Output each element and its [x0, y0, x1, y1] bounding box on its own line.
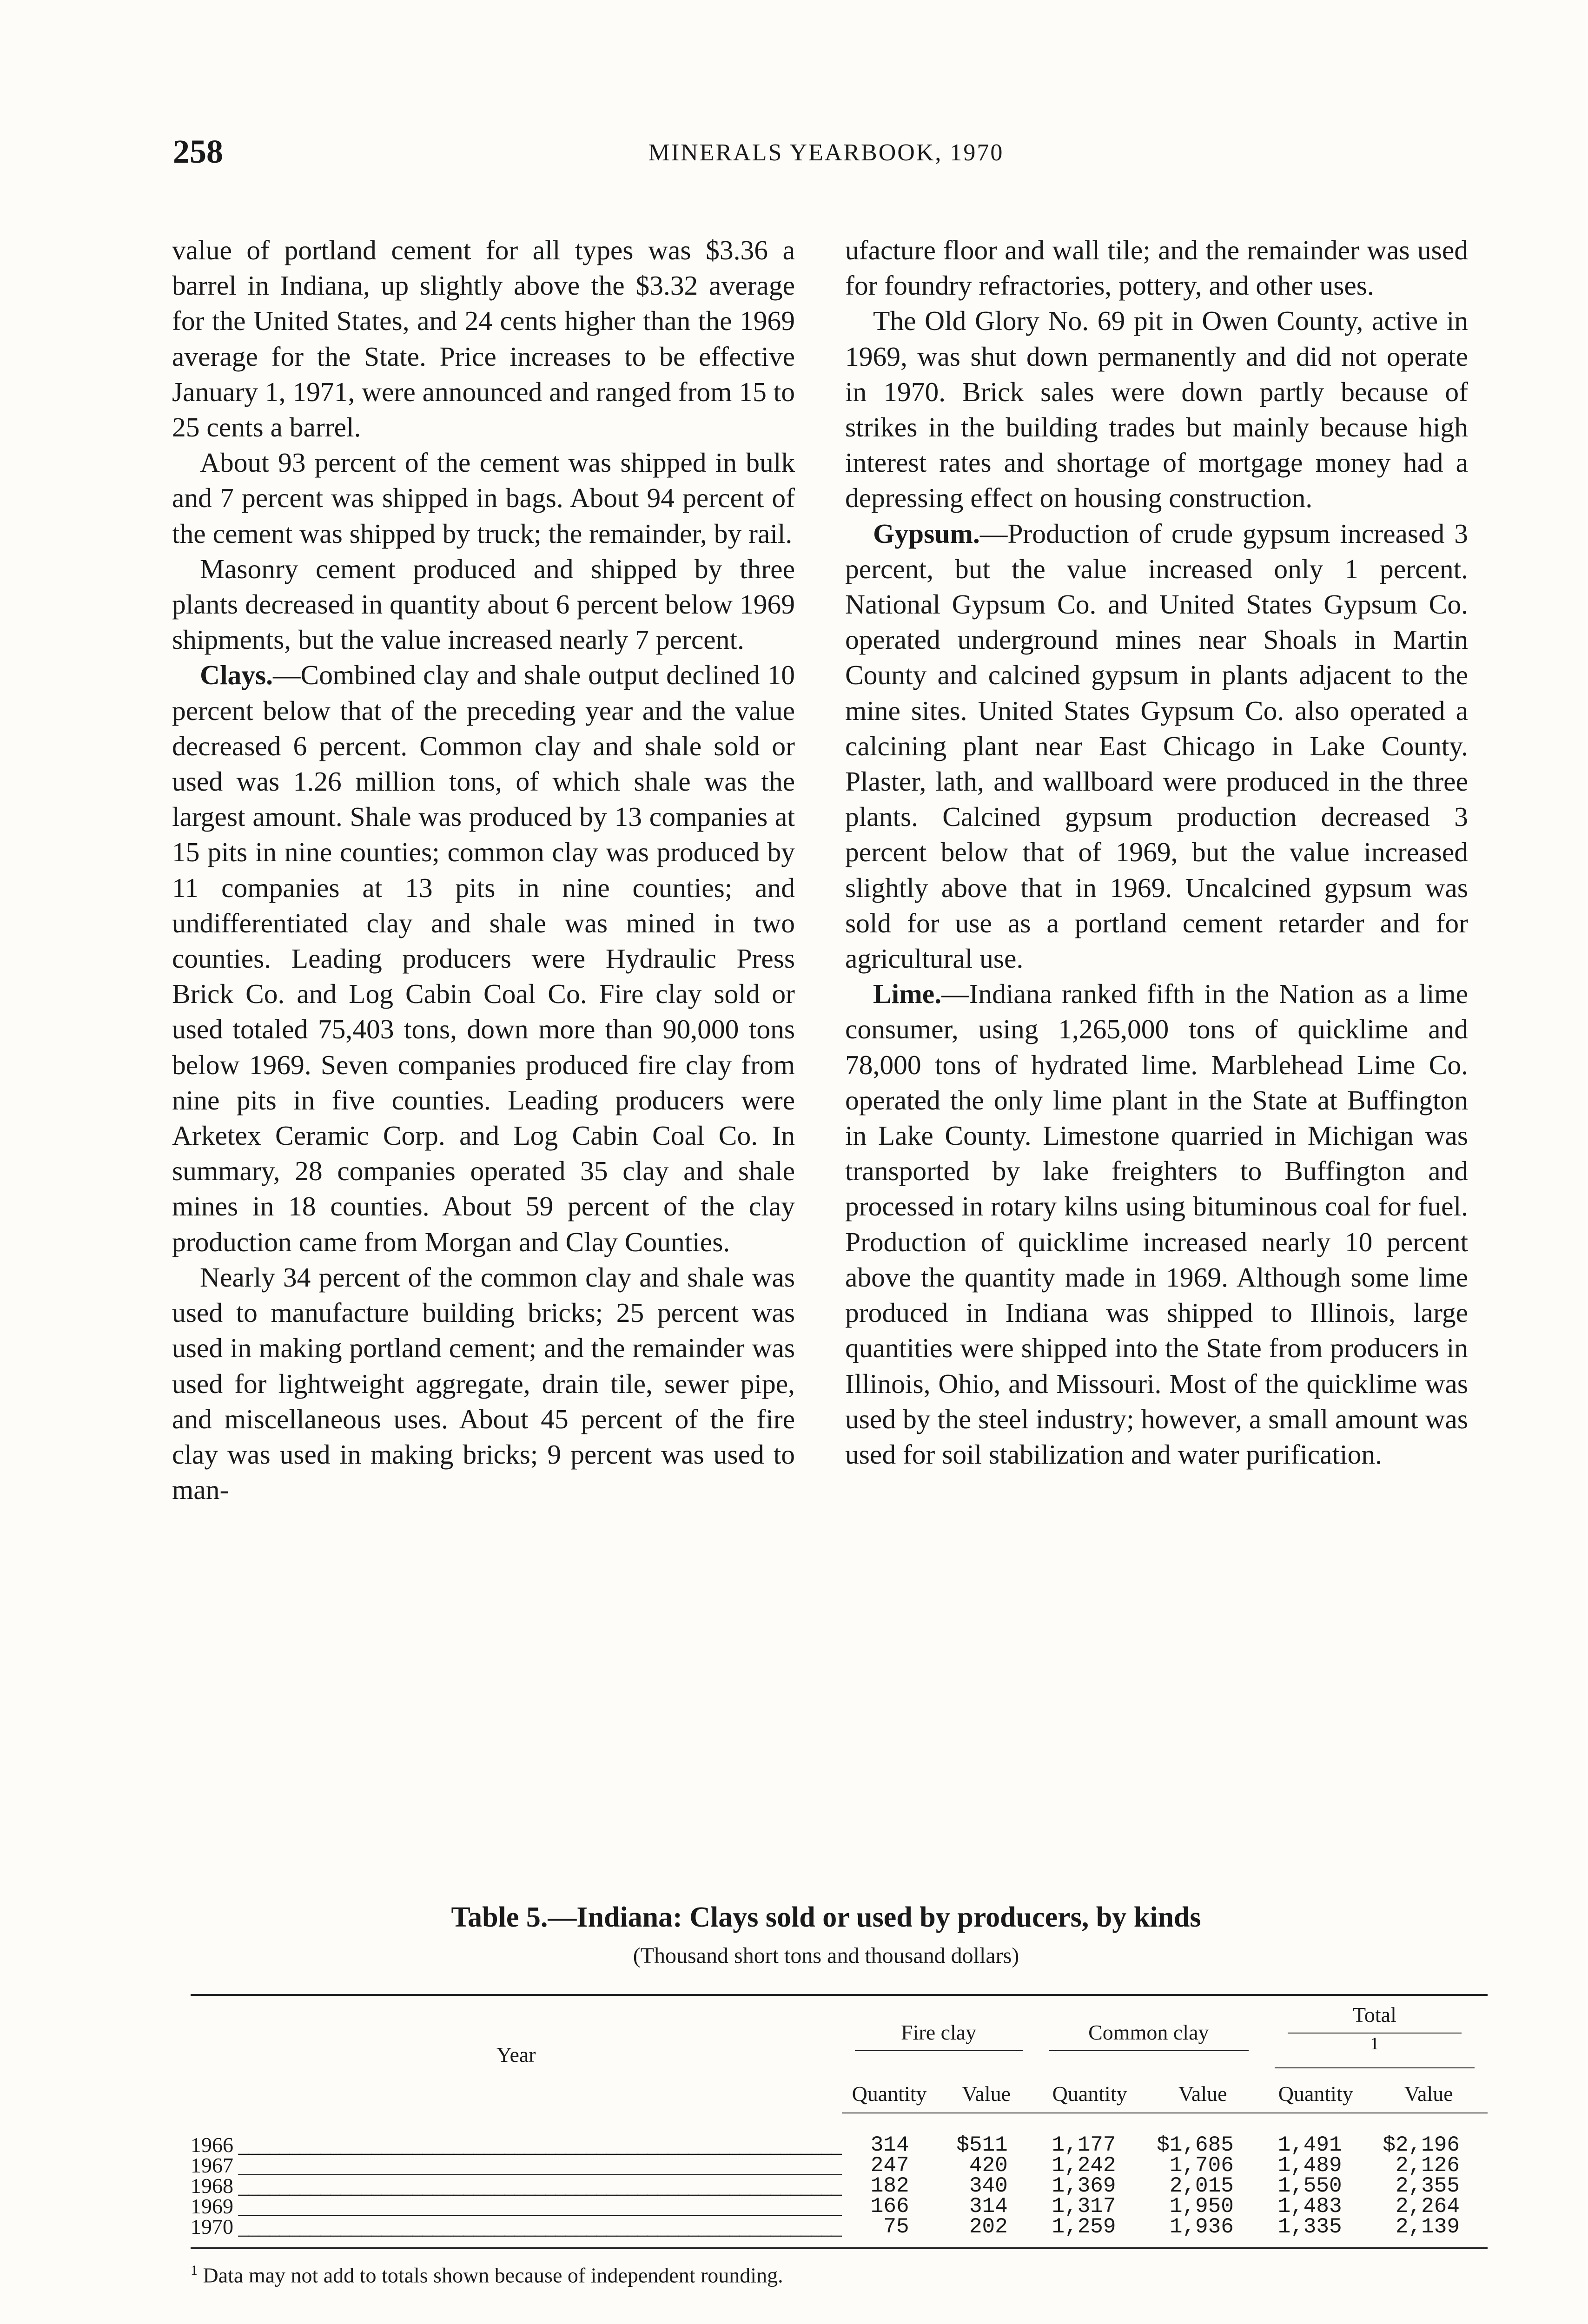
paragraph: The Old Glory No. 69 pit in Owen County, active in 1969, was shut down permanently and did not operate in 1970. Brick sales were down partly because of strikes in the building trades but mainly because high interest rates and shortage of mortgage money had a depressing effect on housing construction.	[845, 305, 1468, 514]
cell: 1,936	[1144, 2217, 1262, 2248]
table-row	[191, 2196, 1488, 2217]
cell: 2,355	[1395, 2174, 1460, 2199]
page-header	[173, 132, 1479, 174]
row-year: 1969 _____	[191, 2196, 842, 2217]
row-year: 1968 _____	[191, 2176, 842, 2196]
table-row	[191, 2113, 1488, 2155]
table-row	[191, 2176, 1488, 2196]
row-year: 1970 _____	[191, 2217, 842, 2248]
row-year: 1967 _____	[191, 2155, 842, 2176]
clays-table	[191, 1994, 1488, 2249]
paragraph-text: —Combined clay and shale output declined 10 percent below that of the preceding year and the value decreased 6 percent. Common clay and shale sold or used was 1.26 million tons, of which shale was the largest amount. Shale was produced by 13 companies at 15 pits in nine counties; common clay was produced by 11 companies at 13 pits in nine counties; and undifferentiated clay and shale was mined in two counties. Leading producers were Hydraulic Press Brick Co. and Log Cabin Coal Co. Fire clay sold or used totaled 75,403 tons, down more than 90,000 tons below 1969. Seven companies produced fire clay from nine pits in five counties. Leading producers were Arketex Ceramic Corp. and Log Cabin Coal Co. In summary, 28 companies operated 35 clay and shale mines in 18 counties. About 59 percent of the clay production came from Morgan and Clay Counties.	[172, 660, 795, 1257]
cell: 166	[870, 2194, 909, 2219]
paragraph: About 93 percent of the cement was shipped in bulk and 7 percent was shipped in bags. About 94 percent of the cement was shipped by truck; the remainder, by rail.	[172, 447, 795, 549]
left-column	[172, 232, 795, 1507]
cell: 314	[969, 2194, 1008, 2219]
cell: 2,139	[1370, 2217, 1488, 2248]
cell: 1,177	[1052, 2133, 1116, 2158]
section-heading-lime: Lime.	[873, 978, 942, 1010]
cell: 1,950	[1169, 2194, 1234, 2219]
column-header-quantity: Quantity	[842, 2075, 937, 2113]
paragraph-text: —Production of crude gypsum increased 3 percent, but the value increased only 1 percent. National Gypsum Co. and United States Gypsum Co. operated underground mines near Shoals in Martin County and calcined gypsum in plants adjacent to the mine sites. United States Gypsum Co. also operated a calcining plant near East Chicago in Lake County. Plaster, lath, and wallboard were produced in the three plants. Calcined gypsum production decreased 3 percent below that of 1969, but the value increased slightly above that in 1969. Uncalcined gypsum was sold for use as a portland cement retarder and for agricultural use.	[845, 518, 1468, 974]
paragraph-gypsum	[845, 516, 1468, 977]
footnote-mark: 1	[1370, 2034, 1379, 2053]
cell: 75	[842, 2217, 937, 2248]
table-row	[191, 2155, 1488, 2176]
paragraph-lime	[845, 976, 1468, 1472]
table-title: Table 5.—Indiana: Clays sold or used by producers, by kinds	[451, 1901, 1201, 1933]
cell: 1,317	[1052, 2194, 1116, 2219]
paragraph: ufacture floor and wall tile; and the remainder was used for foundry refractories, pottery, and other uses.	[845, 235, 1468, 301]
cell: 2,126	[1395, 2153, 1460, 2178]
cell: 340	[969, 2174, 1008, 2199]
table-footnote	[191, 2263, 1488, 2287]
column-header-value: Value	[937, 2075, 1036, 2113]
column-header-quantity: Quantity	[1262, 2075, 1370, 2113]
column-header-year: Year	[191, 1995, 842, 2113]
paragraph: Nearly 34 percent of the common clay and shale was used to manufacture building bricks; 25 percent was used in making portland cement; and the remainder was used for lightweight aggregate, drain tile, sewer pipe, and miscellaneous uses. About 45 percent of the fire clay was used in making bricks; 9 percent was used to man-	[172, 1261, 795, 1505]
column-group-fire-clay: Fire clay	[842, 1995, 1036, 2075]
cell: $511	[956, 2133, 1008, 2158]
table-subtitle: (Thousand short tons and thousand dollars)	[633, 1943, 1019, 1968]
cell: 1,335	[1262, 2217, 1370, 2248]
section-heading-clays: Clays.	[200, 660, 273, 691]
cell: 247	[870, 2153, 909, 2178]
cell: 202	[937, 2217, 1036, 2248]
column-header-value: Value	[1370, 2075, 1488, 2113]
column-group-total: Total $^1$	[1262, 1995, 1488, 2075]
cell: 1,550	[1277, 2174, 1342, 2199]
cell: 314	[870, 2133, 909, 2158]
cell: $2,196	[1383, 2133, 1460, 2158]
table-row	[191, 2217, 1488, 2248]
cell: 1,706	[1169, 2153, 1234, 2178]
cell: 1,369	[1052, 2174, 1116, 2199]
column-header-value: Value	[1144, 2075, 1262, 2113]
footnote-text: Data may not add to totals shown because of independent rounding.	[203, 2263, 783, 2287]
row-year: 1966 _____	[191, 2113, 842, 2155]
column-header-quantity: Quantity	[1036, 2075, 1144, 2113]
running-head: MINERALS YEARBOOK, 1970	[648, 139, 1004, 166]
page-number: 258	[173, 133, 223, 170]
footnote-mark: 1	[191, 2263, 198, 2278]
paragraph: Masonry cement produced and shipped by three plants decreased in quantity about 6 percent below 1969 shipments, but the value increased nearly 7 percent.	[172, 553, 795, 655]
paragraph-clays	[172, 657, 795, 1259]
paragraph: value of portland cement for all types was $3.36 a barrel in Indiana, up slightly above the $3.32 average for the United States, and 24 cents higher than the 1969 average for the State. Price increases to be effective January 1, 1971, were announced and ranged from 15 to 25 cents a barrel.	[172, 235, 795, 443]
cell: 2,264	[1395, 2194, 1460, 2219]
section-heading-gypsum: Gypsum.	[873, 518, 980, 549]
paragraph-text: —Indiana ranked fifth in the Nation as a lime consumer, using 1,265,000 tons of quicklime and 78,000 tons of hydrated lime. Marblehead Lime Co. operated the only lime plant in the State at Buffington in Lake County. Limestone quarried in Michigan was transported by lake freighters to Buffington and processed in rotary kilns using bituminous coal for fuel. Production of quicklime increased nearly 10 percent above the quantity made in 1969. Although some lime produced in Indiana was shipped to Illinois, large quantities were shipped into the State from producers in Illinois, Ohio, and Missouri. Most of the quicklime was used by the steel industry; however, a small amount was used for soil stabilization and water purification.	[845, 978, 1468, 1470]
cell: 420	[969, 2153, 1008, 2178]
cell: 1,483	[1277, 2194, 1342, 2219]
cell: 182	[870, 2174, 909, 2199]
right-column	[845, 232, 1468, 1472]
column-group-common-clay: Common clay	[1036, 1995, 1262, 2075]
cell: 1,491	[1277, 2133, 1342, 2158]
cell: $1,685	[1157, 2133, 1234, 2158]
cell: 1,242	[1052, 2153, 1116, 2178]
cell: 2,015	[1169, 2174, 1234, 2199]
cell: 1,259	[1036, 2217, 1144, 2248]
cell: 1,489	[1277, 2153, 1342, 2178]
